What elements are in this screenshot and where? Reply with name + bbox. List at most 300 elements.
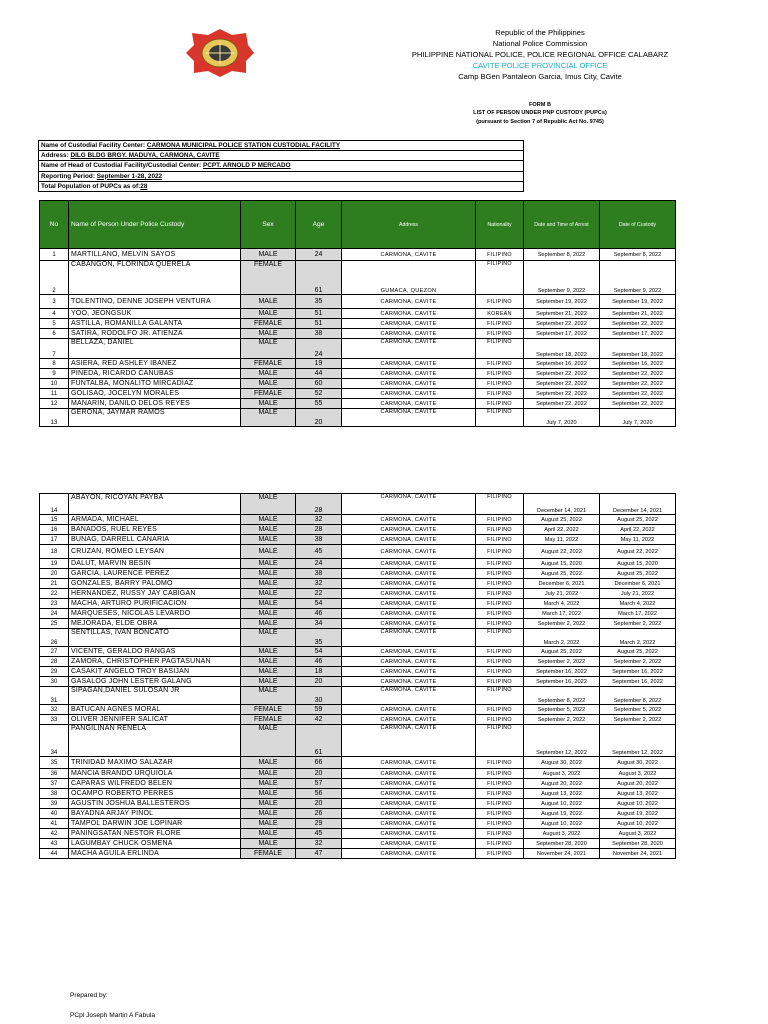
row-number: 13 bbox=[40, 409, 69, 427]
arrest-date-cell: September 2, 2022 bbox=[524, 657, 600, 667]
address-cell: CARMONA, CAVITE bbox=[342, 249, 476, 261]
custody-date-cell: August 19, 2022 bbox=[600, 809, 676, 819]
row-number: 30 bbox=[40, 677, 69, 687]
arrest-date-cell: August 25, 2022 bbox=[524, 647, 600, 657]
arrest-date-cell: August 13, 2022 bbox=[524, 789, 600, 799]
arrest-date-cell: September 16, 2022 bbox=[524, 677, 600, 687]
address-cell: CARMONA, CAVITE bbox=[342, 369, 476, 379]
person-name: PANGILINAN RENELA bbox=[69, 725, 241, 757]
address-label: Address: bbox=[41, 152, 69, 160]
address-cell: CARMONA, CAVITE bbox=[342, 849, 476, 859]
nationality-cell: FILIPINO bbox=[476, 515, 524, 525]
row-number: 24 bbox=[40, 609, 69, 619]
nationality-cell: FILIPINO bbox=[476, 525, 524, 535]
custody-date-cell: March 2, 2022 bbox=[600, 629, 676, 647]
head-label: Name of Head of Custodial Facility/Custodial Center: bbox=[41, 162, 202, 170]
signatory-name: PCpl Joseph Martin A Fabula bbox=[70, 1012, 156, 1019]
arrest-date-cell: September 22, 2022 bbox=[524, 379, 600, 389]
custody-date-cell: August 30, 2022 bbox=[600, 757, 676, 769]
person-name: GASALOG JOHN LESTER GALANG bbox=[69, 677, 241, 687]
address-cell: CARMONA, CAVITE bbox=[342, 359, 476, 369]
age-cell: 61 bbox=[296, 725, 342, 757]
age-cell: 24 bbox=[296, 559, 342, 569]
nationality-cell: FILIPINO bbox=[476, 715, 524, 725]
person-name: SATIRA, RODOLFO JR. ATIENZA bbox=[69, 329, 241, 339]
col-custody: Date of Custody bbox=[600, 201, 676, 249]
address-cell: CARMONA, CAVITE bbox=[342, 569, 476, 579]
table-row bbox=[40, 687, 676, 705]
row-number: 39 bbox=[40, 799, 69, 809]
row-number: 1 bbox=[40, 249, 69, 261]
table-row bbox=[40, 249, 676, 261]
person-name: GERONA, JAYMAR RAMOS bbox=[69, 409, 241, 427]
age-cell: 28 bbox=[296, 525, 342, 535]
row-number: 37 bbox=[40, 779, 69, 789]
table-row bbox=[40, 569, 676, 579]
address-cell: CARMONA, CAVITE bbox=[342, 329, 476, 339]
address-cell: CARMONA, CAVITE bbox=[342, 829, 476, 839]
sex-cell: MALE bbox=[241, 819, 296, 829]
custody-date-cell: September 21, 2022 bbox=[600, 309, 676, 319]
custody-date-cell: November 24, 2021 bbox=[600, 849, 676, 859]
age-cell: 54 bbox=[296, 599, 342, 609]
sex-cell: MALE bbox=[241, 609, 296, 619]
row-number: 15 bbox=[40, 515, 69, 525]
nationality-cell: FILIPINO bbox=[476, 779, 524, 789]
custody-date-cell: July 21, 2022 bbox=[600, 589, 676, 599]
nationality-cell: FILIPINO bbox=[476, 261, 524, 295]
age-cell: 66 bbox=[296, 757, 342, 769]
table-row bbox=[40, 839, 676, 849]
nationality-cell: FILIPINO bbox=[476, 839, 524, 849]
arrest-date-cell: December 14, 2021 bbox=[524, 494, 600, 515]
address-cell: CARMONA, CAVITE bbox=[342, 389, 476, 399]
table-row bbox=[40, 619, 676, 629]
age-cell: 32 bbox=[296, 515, 342, 525]
address-cell: CARMONA, CAVITE bbox=[342, 619, 476, 629]
table-row bbox=[40, 379, 676, 389]
address-cell: CARMONA, CAVITE bbox=[342, 309, 476, 319]
age-cell: 45 bbox=[296, 829, 342, 839]
custody-date-cell: August 10, 2022 bbox=[600, 799, 676, 809]
table-row bbox=[40, 589, 676, 599]
nationality-cell: FILIPINO bbox=[476, 379, 524, 389]
arrest-date-cell: August 10, 2022 bbox=[524, 799, 600, 809]
age-cell: 35 bbox=[296, 295, 342, 309]
table-row bbox=[40, 409, 676, 427]
nationality-cell: FILIPINO bbox=[476, 249, 524, 261]
address-cell: CARMONA, CAVITE bbox=[342, 799, 476, 809]
table-row bbox=[40, 545, 676, 559]
col-no: No bbox=[40, 201, 69, 249]
sex-cell: FEMALE bbox=[241, 705, 296, 715]
address-cell: CARMONA, CAVITE bbox=[342, 409, 476, 427]
sex-cell: MALE bbox=[241, 569, 296, 579]
age-cell: 29 bbox=[296, 819, 342, 829]
age-cell: 19 bbox=[296, 359, 342, 369]
age-cell: 24 bbox=[296, 249, 342, 261]
table-row bbox=[40, 609, 676, 619]
arrest-date-cell: March 2, 2022 bbox=[524, 629, 600, 647]
age-cell: 47 bbox=[296, 849, 342, 859]
arrest-date-cell: September 16, 2022 bbox=[524, 359, 600, 369]
custody-date-cell: August 10, 2022 bbox=[600, 819, 676, 829]
address-row bbox=[39, 151, 524, 161]
table-row bbox=[40, 725, 676, 757]
age-cell: 28 bbox=[296, 494, 342, 515]
col-arrest: Date and Time of Arrest bbox=[524, 201, 600, 249]
person-name: GONZALES, BARRY PALOMO bbox=[69, 579, 241, 589]
head-row bbox=[39, 161, 524, 171]
table-row bbox=[40, 494, 676, 515]
age-cell: 32 bbox=[296, 579, 342, 589]
sex-cell: MALE bbox=[241, 369, 296, 379]
person-name: OCAMPO ROBERTO PERRES bbox=[69, 789, 241, 799]
address-value: DILG BLDG BRGY. MADUYA, CARMONA, CAVITE bbox=[70, 152, 220, 160]
custody-date-cell: September 22, 2022 bbox=[600, 379, 676, 389]
row-number: 28 bbox=[40, 657, 69, 667]
facility-row bbox=[39, 141, 524, 151]
address-cell: CARMONA, CAVITE bbox=[342, 379, 476, 389]
address-cell: CARMONA, CAVITE bbox=[342, 809, 476, 819]
table-row bbox=[40, 715, 676, 725]
camp-line: Camp BGen Pantaleon Garcia, Imus City, Cavite bbox=[458, 72, 622, 81]
table-row bbox=[40, 809, 676, 819]
nationality-cell: FILIPINO bbox=[476, 757, 524, 769]
age-cell: 22 bbox=[296, 589, 342, 599]
arrest-date-cell: September 5, 2022 bbox=[524, 705, 600, 715]
age-cell: 46 bbox=[296, 657, 342, 667]
person-name: YOO, JEONGSUK bbox=[69, 309, 241, 319]
pupc-table-1 bbox=[39, 200, 676, 427]
table-row bbox=[40, 647, 676, 657]
sex-cell: MALE bbox=[241, 599, 296, 609]
age-cell: 32 bbox=[296, 839, 342, 849]
person-name: GARCIA, LAURENCE PEREZ bbox=[69, 569, 241, 579]
form-title: LIST OF PERSON UNDER PNP CUSTODY (PUPCs) bbox=[473, 110, 607, 116]
custody-date-cell: August 22, 2022 bbox=[600, 545, 676, 559]
total-value: 28 bbox=[140, 182, 148, 190]
nationality-cell: FILIPINO bbox=[476, 409, 524, 427]
age-cell: 51 bbox=[296, 319, 342, 329]
age-cell: 20 bbox=[296, 799, 342, 809]
nationality-cell: FILIPINO bbox=[476, 609, 524, 619]
sex-cell: MALE bbox=[241, 809, 296, 819]
custody-date-cell: August 3, 2022 bbox=[600, 769, 676, 779]
row-number: 26 bbox=[40, 629, 69, 647]
person-name: ARMADA, MICHAEL bbox=[69, 515, 241, 525]
sex-cell: MALE bbox=[241, 545, 296, 559]
custody-date-cell: August 25, 2022 bbox=[600, 647, 676, 657]
nationality-cell: FILIPINO bbox=[476, 559, 524, 569]
age-cell: 38 bbox=[296, 329, 342, 339]
sex-cell: MALE bbox=[241, 799, 296, 809]
nationality-cell: FILIPINO bbox=[476, 399, 524, 409]
row-number: 19 bbox=[40, 559, 69, 569]
sex-cell: FEMALE bbox=[241, 359, 296, 369]
table-row bbox=[40, 629, 676, 647]
sex-cell: MALE bbox=[241, 589, 296, 599]
person-name: ASTILLA, ROMANILLA GALANTA bbox=[69, 319, 241, 329]
person-name: ASIERA, RED ASHLEY IBANEZ bbox=[69, 359, 241, 369]
sex-cell: MALE bbox=[241, 494, 296, 515]
arrest-date-cell: December 6, 2021 bbox=[524, 579, 600, 589]
row-number: 41 bbox=[40, 819, 69, 829]
nationality-cell: FILIPINO bbox=[476, 829, 524, 839]
arrest-date-cell: August 25, 2022 bbox=[524, 515, 600, 525]
row-number: 14 bbox=[40, 494, 69, 515]
person-name: CAPARAS WILFREDO BELEN bbox=[69, 779, 241, 789]
nationality-cell: FILIPINO bbox=[476, 369, 524, 379]
nationality-cell: FILIPINO bbox=[476, 677, 524, 687]
address-cell: CARMONA, CAVITE bbox=[342, 839, 476, 849]
custody-date-cell: August 15, 2020 bbox=[600, 559, 676, 569]
age-cell: 59 bbox=[296, 705, 342, 715]
age-cell: 35 bbox=[296, 629, 342, 647]
address-cell: CARMONA, CAVITE bbox=[342, 789, 476, 799]
sex-cell: MALE bbox=[241, 295, 296, 309]
row-number: 12 bbox=[40, 399, 69, 409]
table-row bbox=[40, 599, 676, 609]
custody-date-cell: April 22, 2022 bbox=[600, 525, 676, 535]
age-cell: 20 bbox=[296, 769, 342, 779]
arrest-date-cell: September 8, 2022 bbox=[524, 249, 600, 261]
sex-cell: MALE bbox=[241, 839, 296, 849]
arrest-date-cell: August 10, 2022 bbox=[524, 819, 600, 829]
nationality-cell: FILIPINO bbox=[476, 725, 524, 757]
table-row bbox=[40, 829, 676, 839]
address-cell: CARMONA, CAVITE bbox=[342, 609, 476, 619]
row-number: 17 bbox=[40, 535, 69, 545]
nationality-cell: FILIPINO bbox=[476, 359, 524, 369]
arrest-date-cell: August 3, 2022 bbox=[524, 769, 600, 779]
row-number: 2 bbox=[40, 261, 69, 295]
table-row bbox=[40, 399, 676, 409]
table-row bbox=[40, 579, 676, 589]
arrest-date-cell: July 7, 2020 bbox=[524, 409, 600, 427]
age-cell: 46 bbox=[296, 609, 342, 619]
age-cell: 60 bbox=[296, 379, 342, 389]
person-name: CRUZAN, ROMEO LEYSAN bbox=[69, 545, 241, 559]
arrest-date-cell: August 30, 2022 bbox=[524, 757, 600, 769]
person-name: CASAKIT ANGELO TROY BASIJAN bbox=[69, 667, 241, 677]
custody-date-cell: March 4, 2022 bbox=[600, 599, 676, 609]
person-name: TAMPOL DARWIN JOE LOPINAR bbox=[69, 819, 241, 829]
arrest-date-cell: March 4, 2022 bbox=[524, 599, 600, 609]
col-nationality: Nationality bbox=[476, 201, 524, 249]
address-cell: CARMONA, CAVITE bbox=[342, 819, 476, 829]
nationality-cell: FILIPINO bbox=[476, 569, 524, 579]
total-row bbox=[39, 181, 524, 191]
row-number: 10 bbox=[40, 379, 69, 389]
sex-cell: MALE bbox=[241, 399, 296, 409]
table-row bbox=[40, 757, 676, 769]
address-cell: CARMONA, CAVITE bbox=[342, 589, 476, 599]
nationality-cell: FILIPINO bbox=[476, 319, 524, 329]
table-row bbox=[40, 295, 676, 309]
custody-date-cell: May 11, 2022 bbox=[600, 535, 676, 545]
sex-cell: MALE bbox=[241, 657, 296, 667]
custody-date-cell: July 7, 2020 bbox=[600, 409, 676, 427]
row-number: 31 bbox=[40, 687, 69, 705]
sex-cell: MALE bbox=[241, 535, 296, 545]
period-value: September 1-28, 2022 bbox=[96, 172, 163, 180]
nationality-cell: KOREAN bbox=[476, 309, 524, 319]
sex-cell: MALE bbox=[241, 515, 296, 525]
custody-date-cell: August 25, 2022 bbox=[600, 515, 676, 525]
nationality-cell: FILIPINO bbox=[476, 599, 524, 609]
row-number: 38 bbox=[40, 789, 69, 799]
sex-cell: MALE bbox=[241, 579, 296, 589]
age-cell: 61 bbox=[296, 261, 342, 295]
arrest-date-cell: September 9, 2022 bbox=[524, 261, 600, 295]
sex-cell: MALE bbox=[241, 329, 296, 339]
address-cell: CARMONA, CAVITE bbox=[342, 667, 476, 677]
nationality-cell: FILIPINO bbox=[476, 494, 524, 515]
sex-cell: MALE bbox=[241, 339, 296, 359]
person-name: MEJORADA, ELDE OBRA bbox=[69, 619, 241, 629]
address-cell: CARMONA, CAVITE bbox=[342, 525, 476, 535]
custody-date-cell: September 22, 2022 bbox=[600, 319, 676, 329]
sex-cell: MALE bbox=[241, 687, 296, 705]
custody-date-cell: September 8, 2022 bbox=[600, 687, 676, 705]
sex-cell: FEMALE bbox=[241, 849, 296, 859]
table-row bbox=[40, 769, 676, 779]
table-row bbox=[40, 261, 676, 295]
period-row bbox=[39, 171, 524, 181]
age-cell: 38 bbox=[296, 569, 342, 579]
row-number: 11 bbox=[40, 389, 69, 399]
row-number: 8 bbox=[40, 359, 69, 369]
custody-date-cell: August 20, 2022 bbox=[600, 779, 676, 789]
person-name: BUNAG, DARRELL CANARIA bbox=[69, 535, 241, 545]
row-number: 22 bbox=[40, 589, 69, 599]
address-cell: CARMONA, CAVITE bbox=[342, 677, 476, 687]
provincial-office-line: CAVITE POLICE PROVINCIAL OFFICE bbox=[472, 61, 608, 70]
person-name: HERNANDEZ, RUSSY JAY CABIGAN bbox=[69, 589, 241, 599]
custody-date-cell: August 13, 2022 bbox=[600, 789, 676, 799]
address-cell: CARMONA, CAVITE bbox=[342, 295, 476, 309]
person-name: MANCIA BRANDO URQUIOLA bbox=[69, 769, 241, 779]
person-name: FUNTALBA, MONALITO MIRCADIAZ bbox=[69, 379, 241, 389]
custody-date-cell: March 17, 2022 bbox=[600, 609, 676, 619]
age-cell: 44 bbox=[296, 369, 342, 379]
address-cell: GUMACA, QUEZON bbox=[342, 261, 476, 295]
pupc-table-2 bbox=[39, 493, 676, 859]
table-row bbox=[40, 677, 676, 687]
nationality-cell: FILIPINO bbox=[476, 545, 524, 559]
arrest-date-cell: September 22, 2022 bbox=[524, 369, 600, 379]
napolcom-line: National Police Commission bbox=[492, 39, 588, 48]
arrest-date-cell: August 15, 2020 bbox=[524, 559, 600, 569]
address-cell: CARMONA, CAVITE bbox=[342, 757, 476, 769]
custody-date-cell: September 12, 2022 bbox=[600, 725, 676, 757]
age-cell: 55 bbox=[296, 399, 342, 409]
nationality-cell: FILIPINO bbox=[476, 769, 524, 779]
custody-date-cell: September 19, 2022 bbox=[600, 295, 676, 309]
nationality-cell: FILIPINO bbox=[476, 619, 524, 629]
arrest-date-cell: September 12, 2022 bbox=[524, 725, 600, 757]
person-name: DALUT, MARVIN BESIN bbox=[69, 559, 241, 569]
nationality-cell: FILIPINO bbox=[476, 687, 524, 705]
person-name: PANINGSATAN NESTOR FLORE bbox=[69, 829, 241, 839]
age-cell: 42 bbox=[296, 715, 342, 725]
person-name: TOLENTINO, DENNE JOSEPH VENTURA bbox=[69, 295, 241, 309]
nationality-cell: FILIPINO bbox=[476, 389, 524, 399]
address-cell: CARMONA, CAVITE bbox=[342, 494, 476, 515]
address-cell: CARMONA, CAVITE bbox=[342, 559, 476, 569]
address-cell: CARMONA, CAVITE bbox=[342, 319, 476, 329]
facility-info bbox=[38, 140, 524, 192]
age-cell: 51 bbox=[296, 309, 342, 319]
arrest-date-cell: September 22, 2022 bbox=[524, 399, 600, 409]
sex-cell: MALE bbox=[241, 829, 296, 839]
sex-cell: FEMALE bbox=[241, 261, 296, 295]
nationality-cell: FILIPINO bbox=[476, 589, 524, 599]
head-value: PCPT. ARNOLD P MERCADO bbox=[202, 162, 291, 170]
age-cell: 34 bbox=[296, 619, 342, 629]
address-cell: CARMONA, CAVITE bbox=[342, 715, 476, 725]
age-cell: 57 bbox=[296, 779, 342, 789]
nationality-cell: FILIPINO bbox=[476, 295, 524, 309]
table-row bbox=[40, 779, 676, 789]
person-name: BANADOS, RUEL REYES bbox=[69, 525, 241, 535]
arrest-date-cell: August 19, 2022 bbox=[524, 809, 600, 819]
person-name: PINEDA, RICARDO CANUBAS bbox=[69, 369, 241, 379]
age-cell: 30 bbox=[296, 687, 342, 705]
nationality-cell: FILIPINO bbox=[476, 629, 524, 647]
age-cell: 20 bbox=[296, 409, 342, 427]
arrest-date-cell: August 22, 2022 bbox=[524, 545, 600, 559]
nationality-cell: FILIPINO bbox=[476, 809, 524, 819]
custody-date-cell: September 16, 2022 bbox=[600, 667, 676, 677]
row-number: 42 bbox=[40, 829, 69, 839]
person-name: ZAMORA, CHRISTOPHER PAGTASUNAN bbox=[69, 657, 241, 667]
sex-cell: MALE bbox=[241, 769, 296, 779]
age-cell: 56 bbox=[296, 789, 342, 799]
custody-date-cell: September 22, 2022 bbox=[600, 389, 676, 399]
sex-cell: FEMALE bbox=[241, 389, 296, 399]
nationality-cell: FILIPINO bbox=[476, 819, 524, 829]
person-name: SIPAGAN,DANIEL SULOSAN JR bbox=[69, 687, 241, 705]
address-cell: CARMONA, CAVITE bbox=[342, 725, 476, 757]
row-number: 7 bbox=[40, 339, 69, 359]
person-name: MACHA, ARTURO PURIFICACION bbox=[69, 599, 241, 609]
person-name: TRINIDAD MAXIMO SALAZAR bbox=[69, 757, 241, 769]
address-cell: CARMONA, CAVITE bbox=[342, 629, 476, 647]
age-cell: 18 bbox=[296, 667, 342, 677]
arrest-date-cell: August 25, 2022 bbox=[524, 569, 600, 579]
person-name: SENTILLAS, IVAN BONCATO bbox=[69, 629, 241, 647]
nationality-cell: FILIPINO bbox=[476, 329, 524, 339]
arrest-date-cell: September 21, 2022 bbox=[524, 309, 600, 319]
person-name: MARTILLANO, MELVIN SAYOS bbox=[69, 249, 241, 261]
sex-cell: MALE bbox=[241, 525, 296, 535]
letterhead bbox=[390, 27, 690, 82]
sex-cell: MALE bbox=[241, 757, 296, 769]
arrest-date-cell: May 11, 2022 bbox=[524, 535, 600, 545]
person-name: BAYADNA ARJAY PINOL bbox=[69, 809, 241, 819]
arrest-date-cell: September 2, 2022 bbox=[524, 715, 600, 725]
sex-cell: MALE bbox=[241, 629, 296, 647]
row-number: 20 bbox=[40, 569, 69, 579]
prepared-by-label: Prepared by: bbox=[70, 992, 108, 999]
arrest-date-cell: September 18, 2022 bbox=[524, 339, 600, 359]
nationality-cell: FILIPINO bbox=[476, 657, 524, 667]
age-cell: 20 bbox=[296, 677, 342, 687]
table-row bbox=[40, 559, 676, 569]
row-number: 32 bbox=[40, 705, 69, 715]
